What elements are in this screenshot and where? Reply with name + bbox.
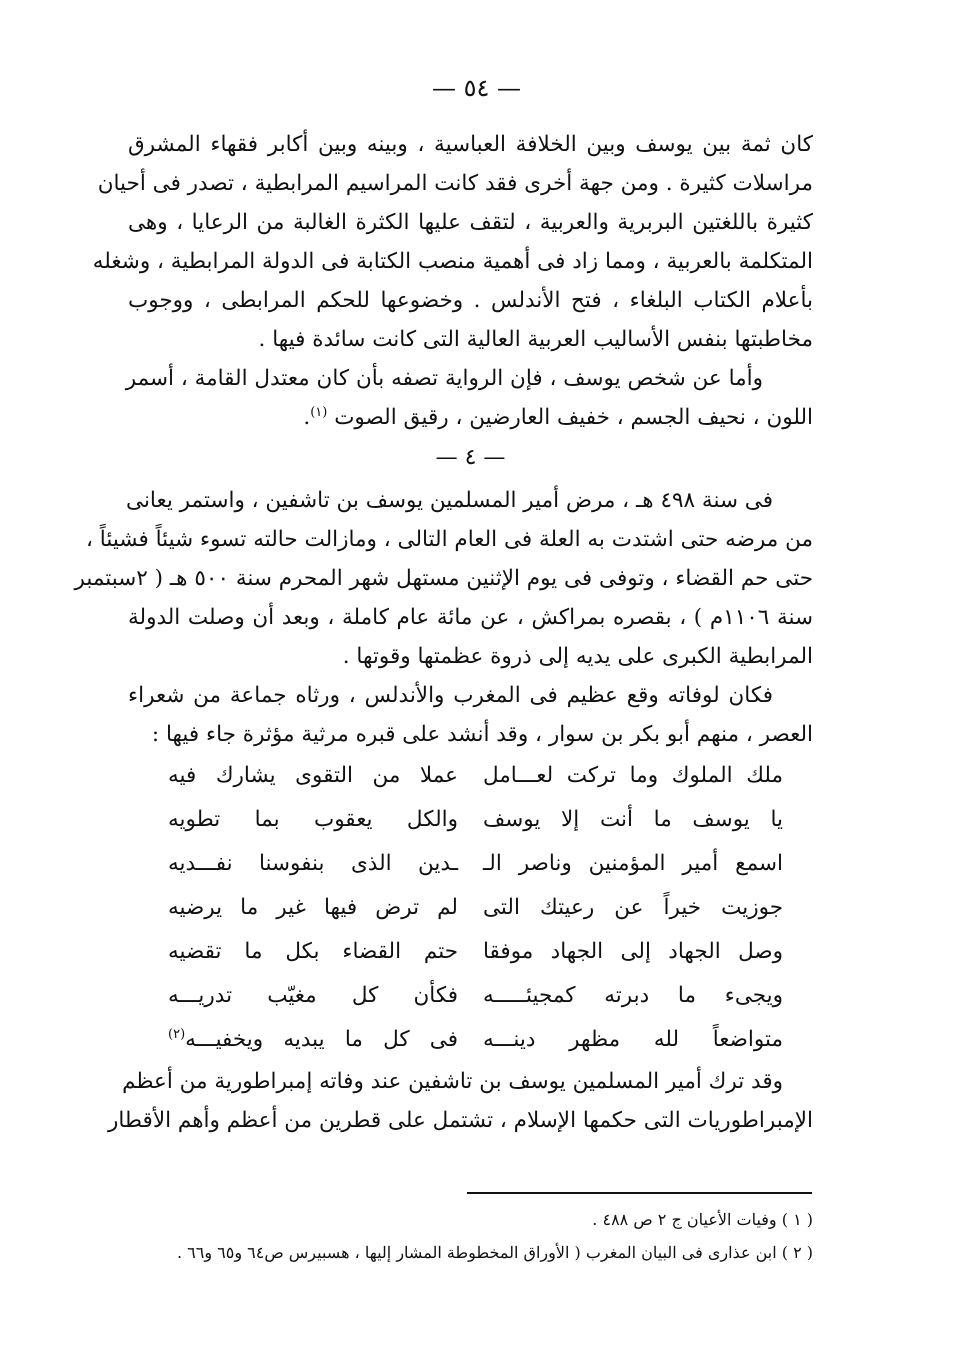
verse-first-hemistich: ويجىء ما دبرته كمجيئـــــه bbox=[483, 983, 783, 1008]
elegy-poem bbox=[128, 754, 813, 1062]
verse-first-hemistich: جوزيت خيراً عن رعيتك التى bbox=[483, 895, 783, 920]
verse-first-hemistich: يا يوسف ما أنت إلا يوسف bbox=[483, 807, 783, 832]
main-text bbox=[74, 125, 813, 1140]
poem-verse bbox=[128, 1018, 813, 1062]
section-number: — ٤ — bbox=[435, 445, 506, 470]
paragraph-3 bbox=[74, 481, 813, 676]
verse-second-hemistich: لم ترض فيها غير ما يرضيه bbox=[168, 895, 458, 920]
page-number: — ٥٤ — bbox=[431, 74, 522, 102]
verse-second-hemistich: والكل يعقوب بما تطويه bbox=[168, 807, 458, 832]
poem-verse bbox=[128, 754, 813, 798]
poem-verse bbox=[128, 842, 813, 886]
poem-verse bbox=[128, 886, 813, 930]
verse-second-hemistich: فكأن كل مغيّب تدريـــه bbox=[168, 983, 458, 1008]
verse-first-hemistich: وصل الجهاد إلى الجهاد موفقا bbox=[483, 939, 783, 964]
poem-verse bbox=[128, 974, 813, 1018]
text-line: المرابطية الكبرى على يديه إلى ذروة عظمتها وقوتها . bbox=[342, 644, 813, 669]
text-line: حتى حم القضاء ، وتوفى فى يوم الإثنين مستهل شهر المحرم سنة ٥٠٠ هـ ( ٢سبتمبر bbox=[74, 566, 813, 591]
text-line: المتكلمة بالعربية ، ومما زاد فى أهمية منصب الكتابة فى الدولة المرابطية ، وشغله bbox=[92, 249, 813, 274]
footnote-separator bbox=[467, 1192, 812, 1194]
verse-second-hemistich: حتم القضاء بكل ما تقضيه bbox=[168, 939, 458, 964]
text-line: مخاطبتها بنفس الأساليب العربية العالية التى كانت سائدة فيها . bbox=[258, 327, 813, 352]
text-line: مراسلات كثيرة . ومن جهة أخرى فقد كانت المراسيم المرابطية ، تصدر فى أحيان bbox=[97, 171, 813, 196]
text-line: العصر ، منهم أبو بكر بن سوار ، وقد أنشد على قبره مرثية مؤثرة جاء فيها : bbox=[151, 722, 813, 747]
verse-first-hemistich: ملك الملوك وما تركت لعـــامل bbox=[483, 763, 783, 788]
text-line: فكان لوفاته وقع عظيم فى المغرب والأندلس ، ورثاه جماعة من شعراء bbox=[128, 683, 773, 708]
text-line: من مرضه حتى اشتدت به العلة فى العام التالى ، ومازالت حالته تسوء شيئاً فشيئاً ، bbox=[86, 527, 813, 552]
footnote-2: ( ٢ ) ابن عذارى فى البيان المغرب ( الأوراق المخطوطة المشار إليها ، هسبيرس ص٦٤ و٦٥ و٦٦ . bbox=[176, 1243, 813, 1262]
verse-text: فى كل ما يبديه ويخفيـــه bbox=[185, 1027, 458, 1052]
verse-first-hemistich: متواضعاً لله مظهر دينـــه bbox=[483, 1027, 783, 1052]
footnote-1: ( ١ ) وفيات الأعيان ج ٢ ص ٤٨٨ . bbox=[592, 1210, 813, 1229]
text-line: بأعلام الكتاب البلغاء ، فتح الأندلس . وخضوعها للحكم المرابطى ، ووجوب bbox=[128, 288, 813, 313]
verse-second-hemistich: عملا من التقوى يشارك فيه bbox=[168, 763, 458, 788]
text-line-content: اللون ، نحيف الجسم ، خفيف العارضين ، رقيق الصوت bbox=[334, 405, 813, 430]
text-line: الإمبراطوريات التى حكمها الإسلام ، تشتمل على قطرين من أعظم وأهم الأقطار bbox=[107, 1108, 813, 1133]
footnotes bbox=[128, 1203, 813, 1269]
poem-verse bbox=[128, 798, 813, 842]
text-line: سنة ١١٠٦م ) ، بقصره بمراكش ، عن مائة عام كاملة ، وبعد أن وصلت الدولة bbox=[128, 605, 813, 630]
text-line: وأما عن شخص يوسف ، فإن الرواية تصفه بأن كان معتدل القامة ، أسمر bbox=[125, 366, 763, 391]
text-line bbox=[128, 398, 813, 437]
poem-verse bbox=[128, 930, 813, 974]
verse-first-hemistich: اسمع أمير المؤمنين وناصر الـ bbox=[483, 851, 783, 876]
verse-second-hemistich: ـدين الذى بنفوسنا نفـــديه bbox=[168, 851, 458, 876]
paragraph-4 bbox=[128, 676, 813, 754]
text-line: كثيرة باللغتين البربرية والعربية ، لتقف عليها الكثرة الغالبة من الرعايا ، وهى bbox=[128, 210, 813, 235]
paragraph-2 bbox=[125, 359, 813, 437]
text-line: فى سنة ٤٩٨ هـ ، مرض أمير المسلمين يوسف بن تاشفين ، واستمر يعانى bbox=[126, 488, 773, 513]
paragraph-5 bbox=[107, 1062, 813, 1140]
text-line: وقد ترك أمير المسلمين يوسف بن تاشفين عند وفاته إمبراطورية من أعظم bbox=[122, 1069, 783, 1094]
line-end-period: . bbox=[303, 405, 311, 430]
footnote-reference-2: (٢) bbox=[168, 1026, 186, 1042]
verse-second-hemistich bbox=[128, 1018, 458, 1062]
paragraph-1 bbox=[92, 125, 813, 359]
footnote-reference-1: (١) bbox=[310, 404, 328, 420]
text-line: كان ثمة بين يوسف وبين الخلافة العباسية ، وبينه وبين أكابر فقهاء المشرق bbox=[128, 132, 813, 157]
